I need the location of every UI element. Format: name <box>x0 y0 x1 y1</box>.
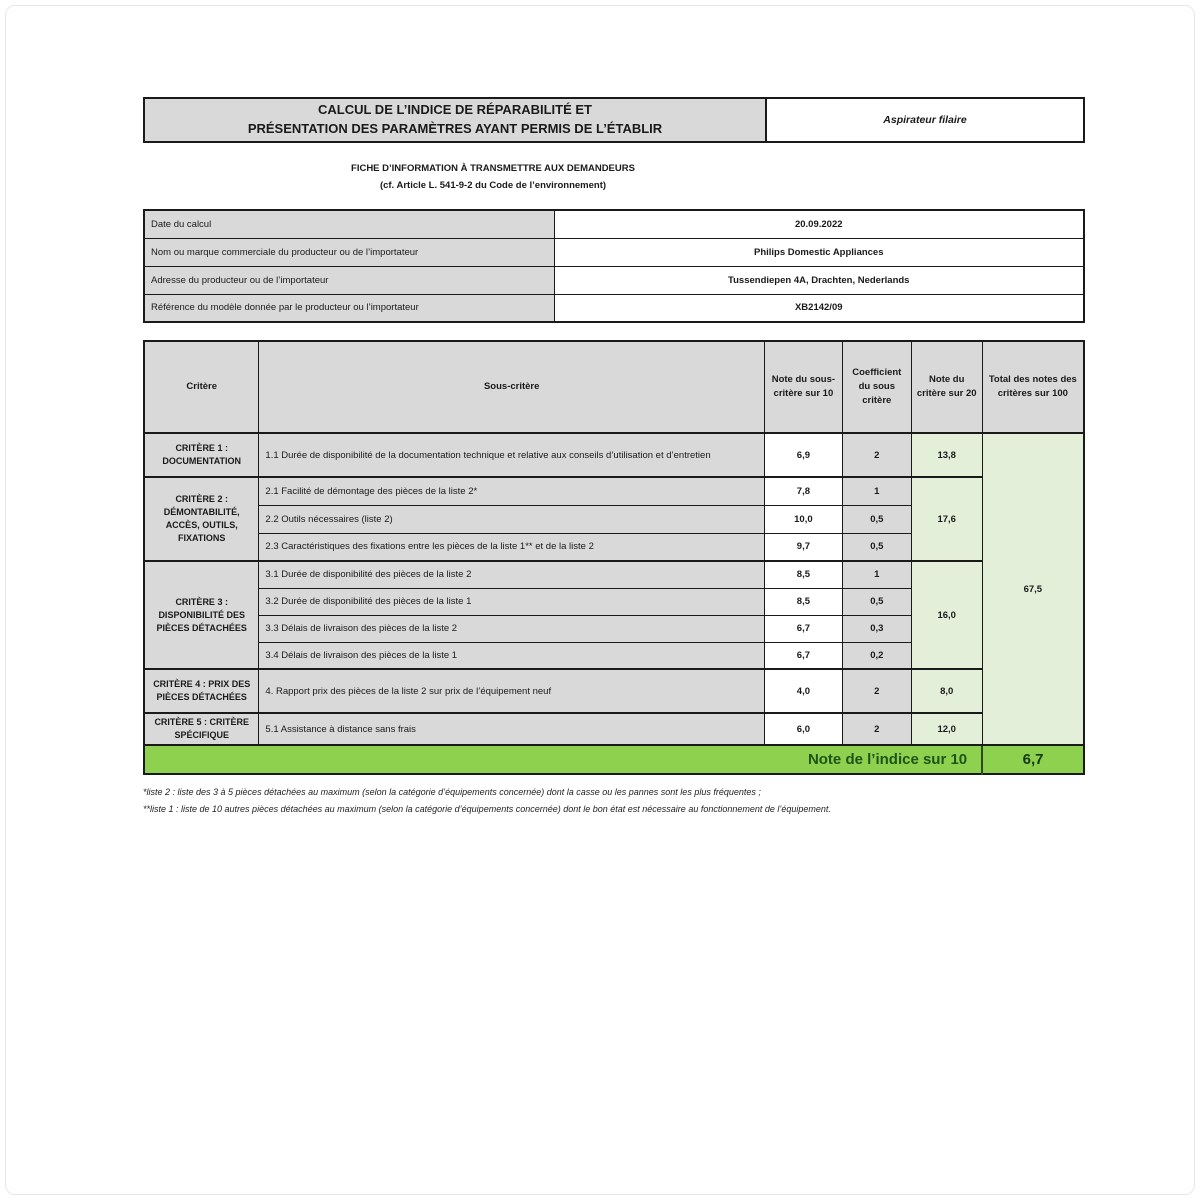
subscore-cell: 4,0 <box>764 669 842 713</box>
info-label: Nom ou marque commerciale du producteur ou de l’importateur <box>144 238 554 266</box>
col-header-coefficient: Coefficient du sous critère <box>842 341 911 433</box>
document-subtitle <box>143 160 843 194</box>
info-value: Tussendiepen 4A, Drachten, Nederlands <box>554 266 1084 294</box>
subcriterion-cell: 3.4 Délais de livraison des pièces de la liste 1 <box>259 642 765 669</box>
subcriterion-cell: 3.3 Délais de livraison des pièces de la liste 2 <box>259 615 765 642</box>
col-header-note-sous-critere: Note du sous-critère sur 10 <box>764 341 842 433</box>
coefficient-cell: 1 <box>842 561 911 588</box>
criteria-header-row <box>144 341 1084 433</box>
criterion-score-cell: 13,8 <box>911 433 982 477</box>
coefficient-cell: 1 <box>842 477 911 505</box>
coefficient-cell: 0,5 <box>842 533 911 561</box>
table-row <box>144 477 1084 505</box>
info-label: Adresse du producteur ou de l’importateur <box>144 266 554 294</box>
criterion-label-cell: CRITÈRE 4 : PRIX DES PIÈCES DÉTACHÉES <box>144 669 259 713</box>
subscore-cell: 6,0 <box>764 713 842 745</box>
subcriterion-cell: 4. Rapport prix des pièces de la liste 2 sur prix de l’équipement neuf <box>259 669 765 713</box>
info-value: 20.09.2022 <box>554 210 1084 238</box>
coefficient-cell: 0,5 <box>842 505 911 533</box>
coefficient-cell: 2 <box>842 433 911 477</box>
criterion-score-cell: 8,0 <box>911 669 982 713</box>
page-title-line2: PRÉSENTATION DES PARAMÈTRES AYANT PERMIS DE L’ÉTABLIR <box>247 121 663 136</box>
product-type-label: Aspirateur filaire <box>767 99 1083 141</box>
info-value: XB2142/09 <box>554 294 1084 322</box>
criterion-score-cell: 16,0 <box>911 561 982 669</box>
final-score-row <box>144 745 1084 774</box>
coefficient-cell: 0,2 <box>842 642 911 669</box>
criterion-label-cell: CRITÈRE 1 : DOCUMENTATION <box>144 433 259 477</box>
subscore-cell: 6,7 <box>764 615 842 642</box>
criterion-label-cell: CRITÈRE 3 : DISPONIBILITÉ DES PIÈCES DÉTACHÉES <box>144 561 259 669</box>
info-label: Référence du modèle donnée par le producteur ou l’importateur <box>144 294 554 322</box>
subcriterion-cell: 3.1 Durée de disponibilité des pièces de la liste 2 <box>259 561 765 588</box>
col-header-total: Total des notes des critères sur 100 <box>982 341 1084 433</box>
total-score-cell: 67,5 <box>982 433 1084 745</box>
coefficient-cell: 0,3 <box>842 615 911 642</box>
col-header-sous-critere: Sous-critère <box>259 341 765 433</box>
criterion-score-cell: 12,0 <box>911 713 982 745</box>
info-label: Date du calcul <box>144 210 554 238</box>
criterion-score-cell: 17,6 <box>911 477 982 561</box>
final-score-label: Note de l’indice sur 10 <box>144 745 982 774</box>
subcriterion-cell: 2.1 Facilité de démontage des pièces de la liste 2* <box>259 477 765 505</box>
info-table <box>143 209 1085 323</box>
info-row-model <box>144 294 1084 322</box>
coefficient-cell: 0,5 <box>842 588 911 615</box>
final-score-value: 6,7 <box>982 745 1084 774</box>
info-row-date <box>144 210 1084 238</box>
subscore-cell: 8,5 <box>764 561 842 588</box>
subscore-cell: 10,0 <box>764 505 842 533</box>
table-row <box>144 433 1084 477</box>
subcriterion-cell: 1.1 Durée de disponibilité de la documentation technique et relative aux conseils d’utilisation et d’entretien <box>259 433 765 477</box>
coefficient-cell: 2 <box>842 669 911 713</box>
subcriterion-cell: 2.3 Caractéristiques des fixations entre les pièces de la liste 1** et de la liste 2 <box>259 533 765 561</box>
footnote-liste2: *liste 2 : liste des 3 à 5 pièces détachées au maximum (selon la catégorie d’équipements concernée) dont la casse ou les pannes sont les plus fréquentes ; <box>143 787 761 798</box>
subscore-cell: 6,7 <box>764 642 842 669</box>
document-page <box>143 97 1085 818</box>
document-header <box>143 97 1085 143</box>
subscore-cell: 8,5 <box>764 588 842 615</box>
footnote-liste1: **liste 1 : liste de 10 autres pièces détachées au maximum (selon la catégorie d’équipements concernée) dont le bon état est nécessaire au fonctionnement de l’équipement. <box>143 804 831 815</box>
subtitle-line2: (cf. Article L. 541-9-2 du Code de l’environnement) <box>379 180 607 192</box>
page-title <box>145 99 767 141</box>
table-row <box>144 561 1084 588</box>
info-row-address <box>144 266 1084 294</box>
subtitle-line1: FICHE D’INFORMATION À TRANSMETTRE AUX DEMANDEURS <box>351 163 635 174</box>
criteria-table <box>143 340 1085 775</box>
subcriterion-cell: 2.2 Outils nécessaires (liste 2) <box>259 505 765 533</box>
info-row-producer <box>144 238 1084 266</box>
table-row <box>144 713 1084 745</box>
footnotes <box>143 784 1085 818</box>
col-header-critere: Critère <box>144 341 259 433</box>
coefficient-cell: 2 <box>842 713 911 745</box>
subcriterion-cell: 5.1 Assistance à distance sans frais <box>259 713 765 745</box>
subcriterion-cell: 3.2 Durée de disponibilité des pièces de la liste 1 <box>259 588 765 615</box>
subscore-cell: 6,9 <box>764 433 842 477</box>
table-row <box>144 669 1084 713</box>
col-header-note-critere: Note du critère sur 20 <box>911 341 982 433</box>
info-value: Philips Domestic Appliances <box>554 238 1084 266</box>
criterion-label-cell: CRITÈRE 2 : DÉMONTABILITÉ, ACCÈS, OUTILS, FIXATIONS <box>144 477 259 561</box>
subscore-cell: 9,7 <box>764 533 842 561</box>
page-title-line1: CALCUL DE L’INDICE DE RÉPARABILITÉ ET <box>318 102 592 118</box>
criterion-label-cell: CRITÈRE 5 : CRITÈRE SPÉCIFIQUE <box>144 713 259 745</box>
subscore-cell: 7,8 <box>764 477 842 505</box>
